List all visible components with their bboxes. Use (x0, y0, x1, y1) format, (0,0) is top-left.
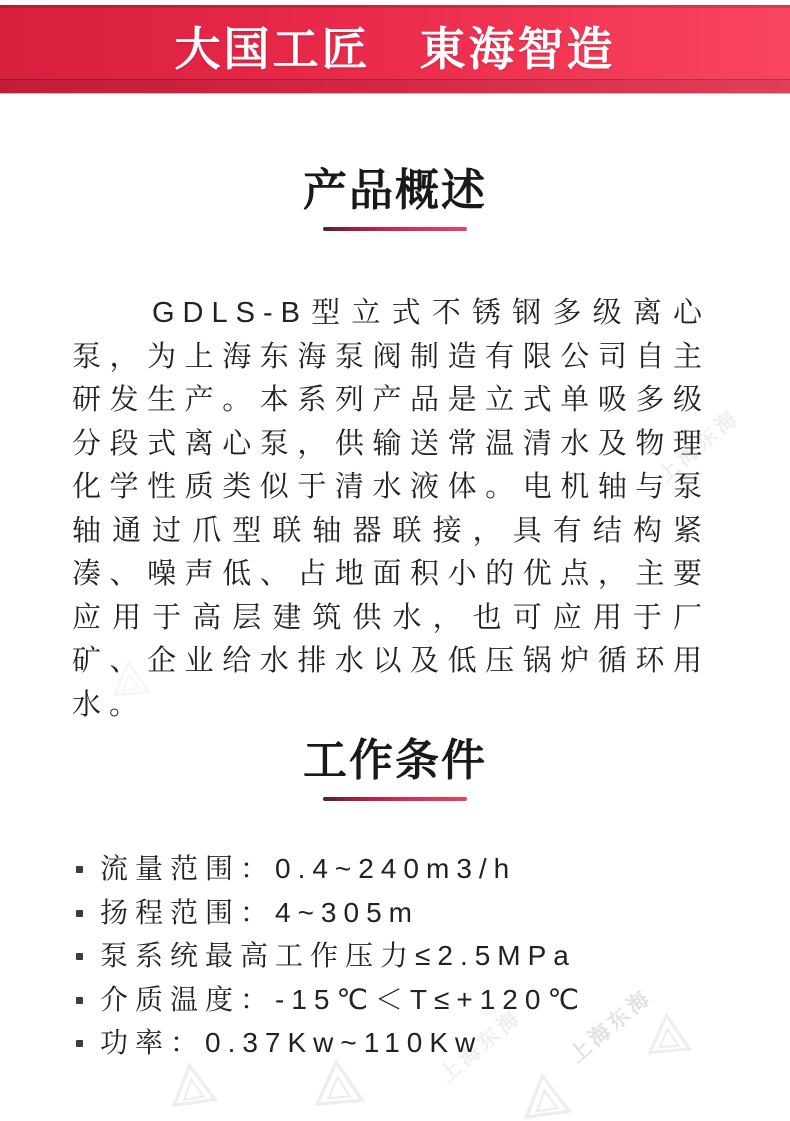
overview-paragraph: GDLS-B型立式不锈钢多级离心泵，为上海东海泵阀制造有限公司自主研发生产。本系列产品是立式单吸多级分段式离心泵，供输送常温清水及物理化学性质类似于清水液体。电机轴与泵轴通过爪型联轴器联接，具有结构紧凑、噪声低、占地面积小的优点，主要应用于高层建筑供水，也可应用于厂矿、企业给水排水以及低压锅炉循环用水。 (72, 297, 710, 721)
watermark-triangle-logo-icon (165, 1059, 219, 1109)
header-banner (0, 5, 790, 94)
watermark-text: 上海东海 (653, 405, 745, 488)
list-item-label: 功率：0.37Kw~110Kw (100, 1027, 483, 1058)
watermark-triangle-logo-icon (517, 1069, 573, 1121)
bullet-dot-icon (76, 953, 83, 960)
bullet-dot-icon (76, 1040, 83, 1047)
list-item (72, 934, 732, 978)
banner-title: 大国工匠 東海智造 (174, 23, 616, 75)
list-item (72, 847, 732, 891)
list-item (72, 1021, 732, 1065)
watermark-text: 上海东海 (435, 1005, 527, 1088)
title-underline (323, 797, 467, 801)
watermark-text: 上海东海 (565, 985, 657, 1068)
conditions-list (72, 847, 732, 1065)
bullet-dot-icon (76, 910, 83, 917)
list-item (72, 891, 732, 935)
conditions-section-title: 工作条件 (303, 736, 487, 785)
list-item-label: 扬程范围：4~305m (100, 896, 419, 928)
list-item (72, 978, 732, 1022)
title-underline (323, 227, 467, 231)
bullet-dot-icon (76, 866, 83, 873)
list-item-label: 介质温度：-15℃＜T≤+120℃ (100, 983, 586, 1015)
list-item-label: 流量范围：0.4~240m3/h (100, 853, 517, 884)
overview-section-title: 产品概述 (303, 166, 487, 215)
bullet-dot-icon (76, 997, 83, 1004)
list-item-label: 泵系统最高工作压力≤2.5MPa (100, 940, 576, 971)
